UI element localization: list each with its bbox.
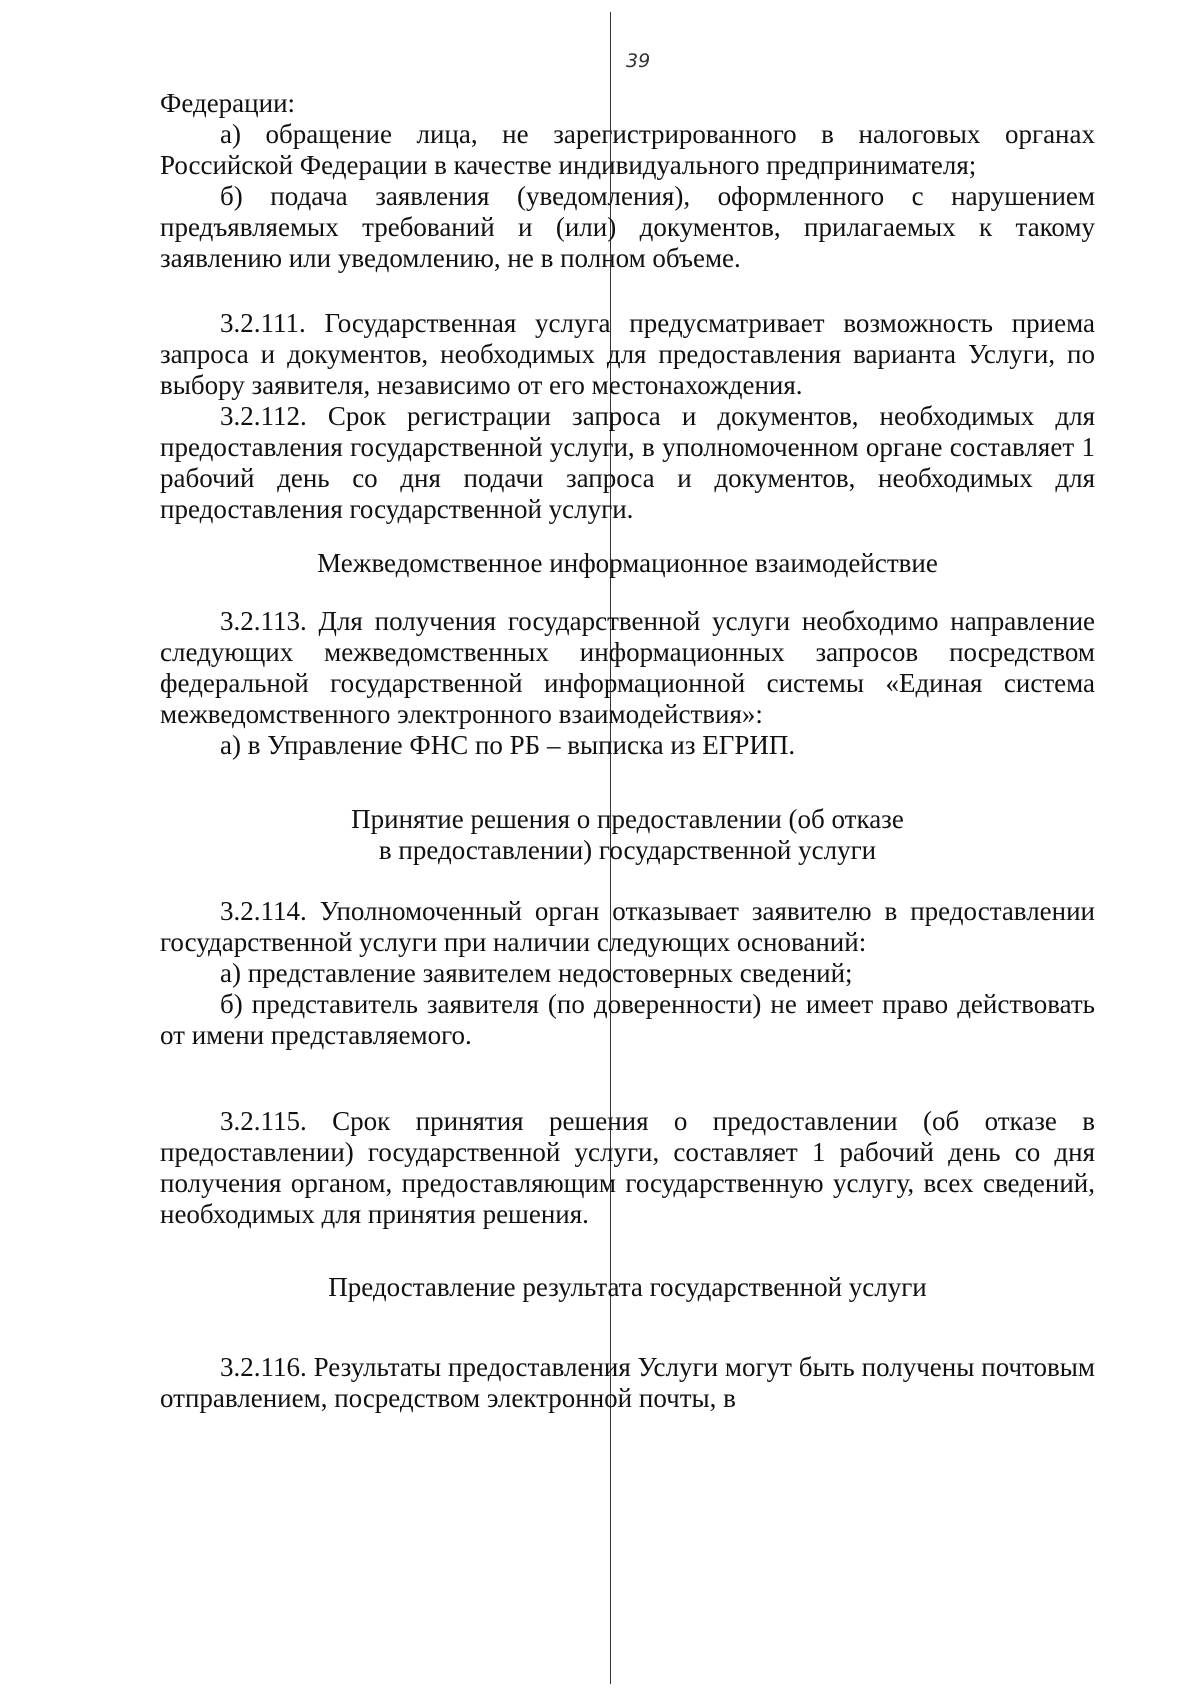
paragraph-3-2-115: 3.2.115. Срок принятия решения о предоставлении (об отказе в предоставлении) государственной услуги, составляет 1 рабочий день со дня получения органом, предоставляющим государственную услугу, всех сведений, необходимых для принятия решения. bbox=[160, 1106, 1095, 1229]
paragraph-continuation: Федерации: bbox=[160, 88, 296, 118]
page-number: 39 bbox=[626, 50, 651, 72]
paragraph-item-a: а) обращение лица, не зарегистрированного в налоговых органах Российской Федерации в качестве индивидуального предпринимателя; bbox=[160, 119, 1095, 180]
paragraph-3-2-112: 3.2.112. Срок регистрации запроса и документов, необходимых для предоставления государственной услуги, в уполномоченном органе составляет 1 рабочий день со дня подачи запроса и документов, необходимых для предоставления государственной услуги. bbox=[160, 401, 1095, 524]
text-block-4 bbox=[160, 896, 1095, 1051]
section-heading-result: Предоставление результата государственной услуги bbox=[328, 1272, 927, 1302]
section-heading-interagency: Межведомственное информационное взаимодействие bbox=[317, 548, 938, 578]
paragraph-3-2-116: 3.2.116. Результаты предоставления Услуги могут быть получены почтовым отправлением, посредством электронной почты, в bbox=[160, 1352, 1095, 1413]
text-block-6 bbox=[160, 1352, 1095, 1414]
paragraph-refusal-b: б) представитель заявителя (по доверенности) не имеет право действовать от имени представляемого. bbox=[160, 989, 1095, 1050]
paragraph-3-2-111: 3.2.111. Государственная услуга предусматривает возможность приема запроса и документов, необходимых для предоставления варианта Услуги, по выбору заявителя, независимо от его местонахождения. bbox=[160, 308, 1095, 400]
paragraph-3-2-114: 3.2.114. Уполномоченный орган отказывает заявителю в предоставлении государственной услуги при наличии следующих оснований: bbox=[160, 896, 1095, 957]
section-heading-decision-line-1: Принятие решения о предоставлении (об отказе bbox=[351, 804, 904, 834]
paragraph-item-b: б) подача заявления (уведомления), оформленного с нарушением предъявляемых требований и (или) документов, прилагаемых к такому заявлению или уведомлению, не в полном объеме. bbox=[160, 181, 1095, 273]
paragraph-refusal-a: а) представление заявителем недостоверных сведений; bbox=[220, 958, 853, 988]
text-block-2 bbox=[160, 308, 1095, 525]
section-heading-decision bbox=[160, 804, 1095, 866]
text-block-5 bbox=[160, 1106, 1095, 1230]
paragraph-3-2-113: 3.2.113. Для получения государственной услуги необходимо направление следующих межведомственных информационных запросов посредством федеральной государственной информационной системы «Единая система межведомственного электронного взаимодействия»: bbox=[160, 606, 1095, 729]
text-block-1 bbox=[160, 88, 1095, 274]
text-block-3 bbox=[160, 606, 1095, 761]
paragraph-fns-extract: а) в Управление ФНС по РБ – выписка из ЕГРИП. bbox=[220, 730, 796, 760]
section-heading-decision-line-2: в предоставлении) государственной услуги bbox=[378, 835, 877, 865]
